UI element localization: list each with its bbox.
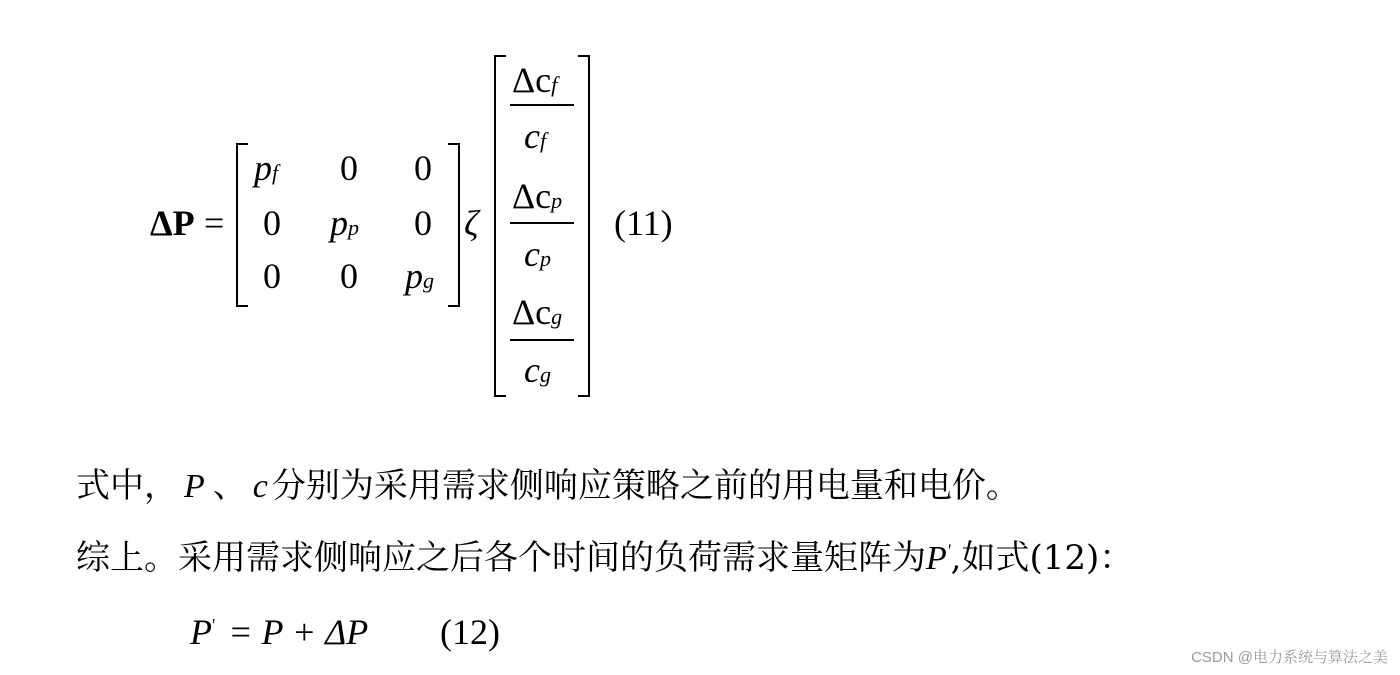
- paragraph-line-1: [76, 466, 1020, 506]
- fraction-line: [510, 222, 574, 224]
- paragraph-line-2: [76, 538, 1134, 578]
- matrix-cell-zero: 0: [340, 256, 358, 296]
- fraction-numerator-p: Δcp: [512, 176, 563, 216]
- equation-number-12: (12): [440, 612, 500, 652]
- eq12-rhs: = P + ΔP: [228, 612, 369, 652]
- var-p: P: [184, 468, 205, 505]
- zeta-symbol: ζ: [464, 203, 479, 243]
- fraction-line: [510, 339, 574, 341]
- matrix-cell-zero: 0: [263, 203, 281, 243]
- text1-sep: 、: [212, 466, 247, 506]
- text2-suffix: ,如式(12)：: [950, 538, 1134, 578]
- matrix-cell-pp: pp: [330, 203, 359, 243]
- vector-right-bracket: [578, 55, 590, 397]
- delta-p-bold: ΔP: [150, 203, 195, 243]
- matrix-cell-pf: pf: [254, 148, 279, 188]
- fraction-numerator-g: Δcg: [512, 292, 563, 332]
- matrix-cell-zero: 0: [414, 203, 432, 243]
- matrix-left-bracket: [236, 143, 248, 307]
- text1-suffix: 分别为采用需求侧响应策略之前的用电量和电价。: [271, 466, 1020, 506]
- equals-sign: =: [204, 203, 225, 243]
- fraction-denominator-f: cf: [524, 116, 547, 156]
- fraction-numerator-f: Δcf: [512, 60, 558, 100]
- fraction-denominator-g: cg: [524, 350, 551, 390]
- text2-prefix: 综上。采用需求侧响应之后各个时间的负荷需求量矩阵为: [76, 538, 926, 578]
- matrix-cell-zero: 0: [340, 148, 358, 188]
- eq12-lhs: P: [190, 612, 212, 652]
- matrix-cell-zero: 0: [263, 256, 281, 296]
- equation-12: [190, 614, 368, 650]
- var-c: c: [252, 468, 268, 505]
- matrix-cell-pg: pg: [405, 256, 434, 296]
- fraction-denominator-p: cp: [524, 234, 551, 274]
- csdn-watermark: CSDN @电力系统与算法之美: [1191, 649, 1388, 666]
- eq12-prime: ': [212, 615, 216, 635]
- var-p-prime: P': [926, 540, 951, 577]
- equation-number-11: (11): [614, 203, 673, 243]
- matrix-right-bracket: [448, 143, 460, 307]
- text1-prefix: 式中，: [76, 466, 178, 506]
- matrix-cell-zero: 0: [414, 148, 432, 188]
- vector-left-bracket: [494, 55, 506, 397]
- fraction-line: [510, 104, 574, 106]
